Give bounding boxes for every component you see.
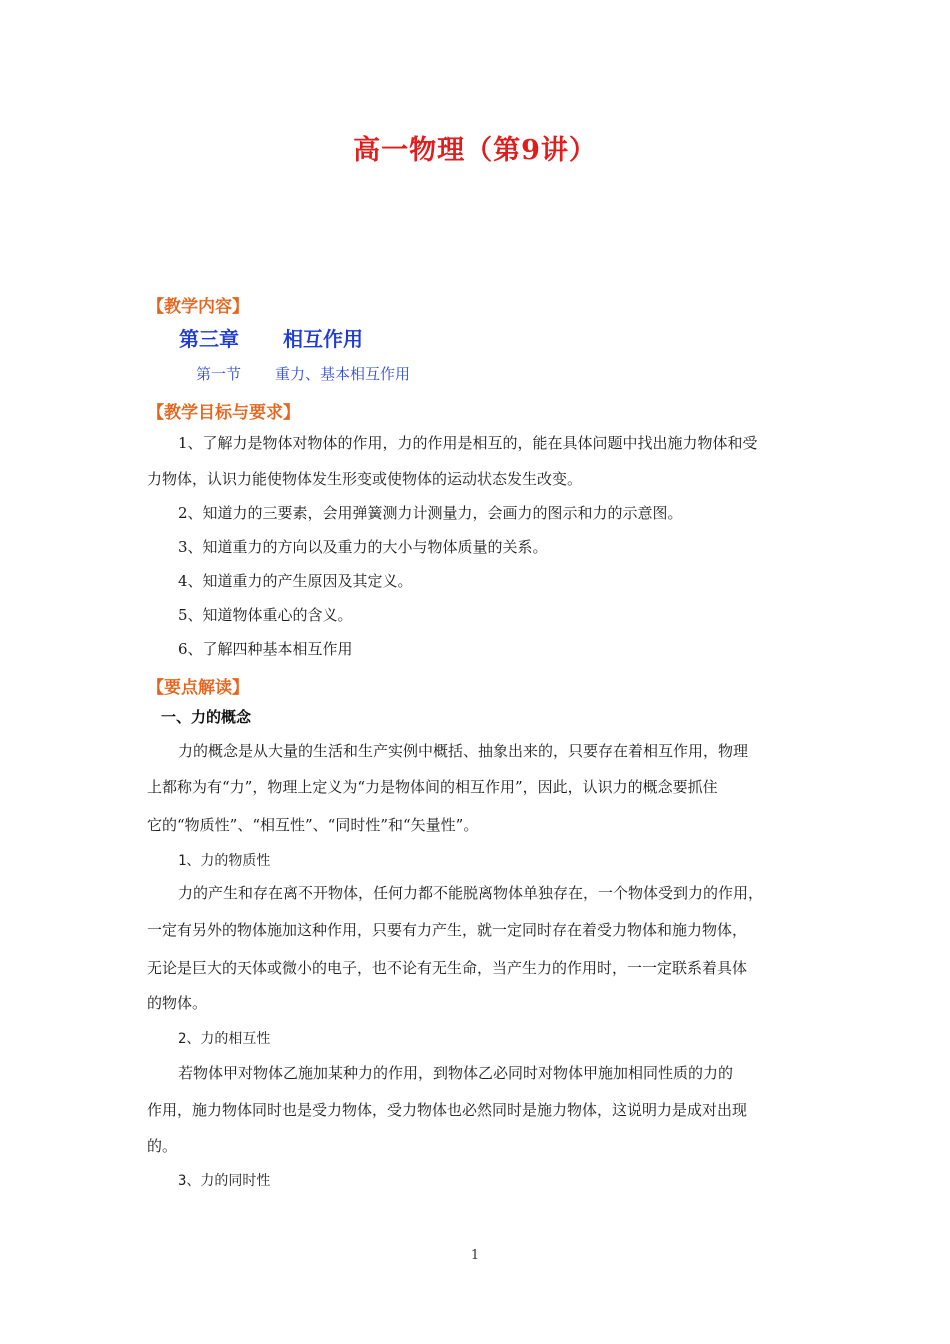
force-concept-heading: 一、力的概念 — [161, 708, 252, 726]
section-name: 重力、基本相互作用 — [275, 365, 411, 383]
goal-line: 5、知道物体重心的含义。 — [178, 606, 353, 624]
concept-line: 力的概念是从大量的生活和生产实例中概括、抽象出来的，只要存在着相互作用，物理 — [178, 742, 749, 760]
document-title: 高一物理（第9讲） — [353, 135, 597, 166]
section-heading — [196, 363, 410, 384]
subsection-title-simultaneous: 3、力的同时性 — [178, 1173, 271, 1189]
goal-line: 2、知道力的三要素，会用弹簧测力计测量力，会画力的图示和力的示意图。 — [178, 504, 683, 522]
goal-line: 1、了解力是物体对物体的作用，力的作用是相互的，能在具体问题中找出施力物体和受 — [178, 434, 758, 452]
subsection-title-material: 1、力的物质性 — [178, 853, 271, 869]
material-line: 力的产生和存在离不开物体，任何力都不能脱离物体单独存在，一个物体受到力的作用， — [178, 884, 764, 902]
chapter-number: 第三章 — [179, 327, 239, 351]
material-line: 的物体。 — [147, 994, 208, 1012]
material-line: 无论是巨大的天体或微小的电子，也不论有无生命，当产生力的作用时，一一定联系着具体 — [147, 959, 748, 977]
goals-heading: 【教学目标与要求】 — [147, 403, 300, 423]
mutual-line: 作用，施力物体同时也是受力物体，受力物体也必然同时是施力物体，这说明力是成对出现 — [147, 1101, 748, 1119]
teaching-content-heading: 【教学内容】 — [147, 297, 249, 317]
material-line: 一定有另外的物体施加这种作用，只要有力产生，就一定同时存在着受力物体和施力物体， — [147, 921, 748, 939]
concept-line: 上都称为有“力”，物理上定义为“力是物体间的相互作用”，因此，认识力的概念要抓住 — [147, 778, 718, 796]
mutual-line: 的。 — [147, 1137, 178, 1155]
key-points-heading: 【要点解读】 — [147, 678, 249, 698]
goal-line: 6、了解四种基本相互作用 — [178, 640, 353, 658]
goal-line: 4、知道重力的产生原因及其定义。 — [178, 572, 413, 590]
chapter-heading — [179, 323, 363, 352]
concept-line: 它的“物质性”、“相互性”、“同时性”和“矢量性”。 — [147, 816, 479, 834]
section-number: 第一节 — [196, 365, 242, 383]
subsection-title-mutual: 2、力的相互性 — [178, 1031, 271, 1047]
goal-line: 3、知道重力的方向以及重力的大小与物体质量的关系。 — [178, 538, 548, 556]
page-number: 1 — [470, 1248, 480, 1263]
mutual-line: 若物体甲对物体乙施加某种力的作用，到物体乙必同时对物体甲施加相同性质的力的 — [178, 1064, 734, 1082]
goal-line: 力物体，认识力能使物体发生形变或使物体的运动状态发生改变。 — [147, 470, 583, 488]
chapter-name: 相互作用 — [283, 327, 363, 351]
